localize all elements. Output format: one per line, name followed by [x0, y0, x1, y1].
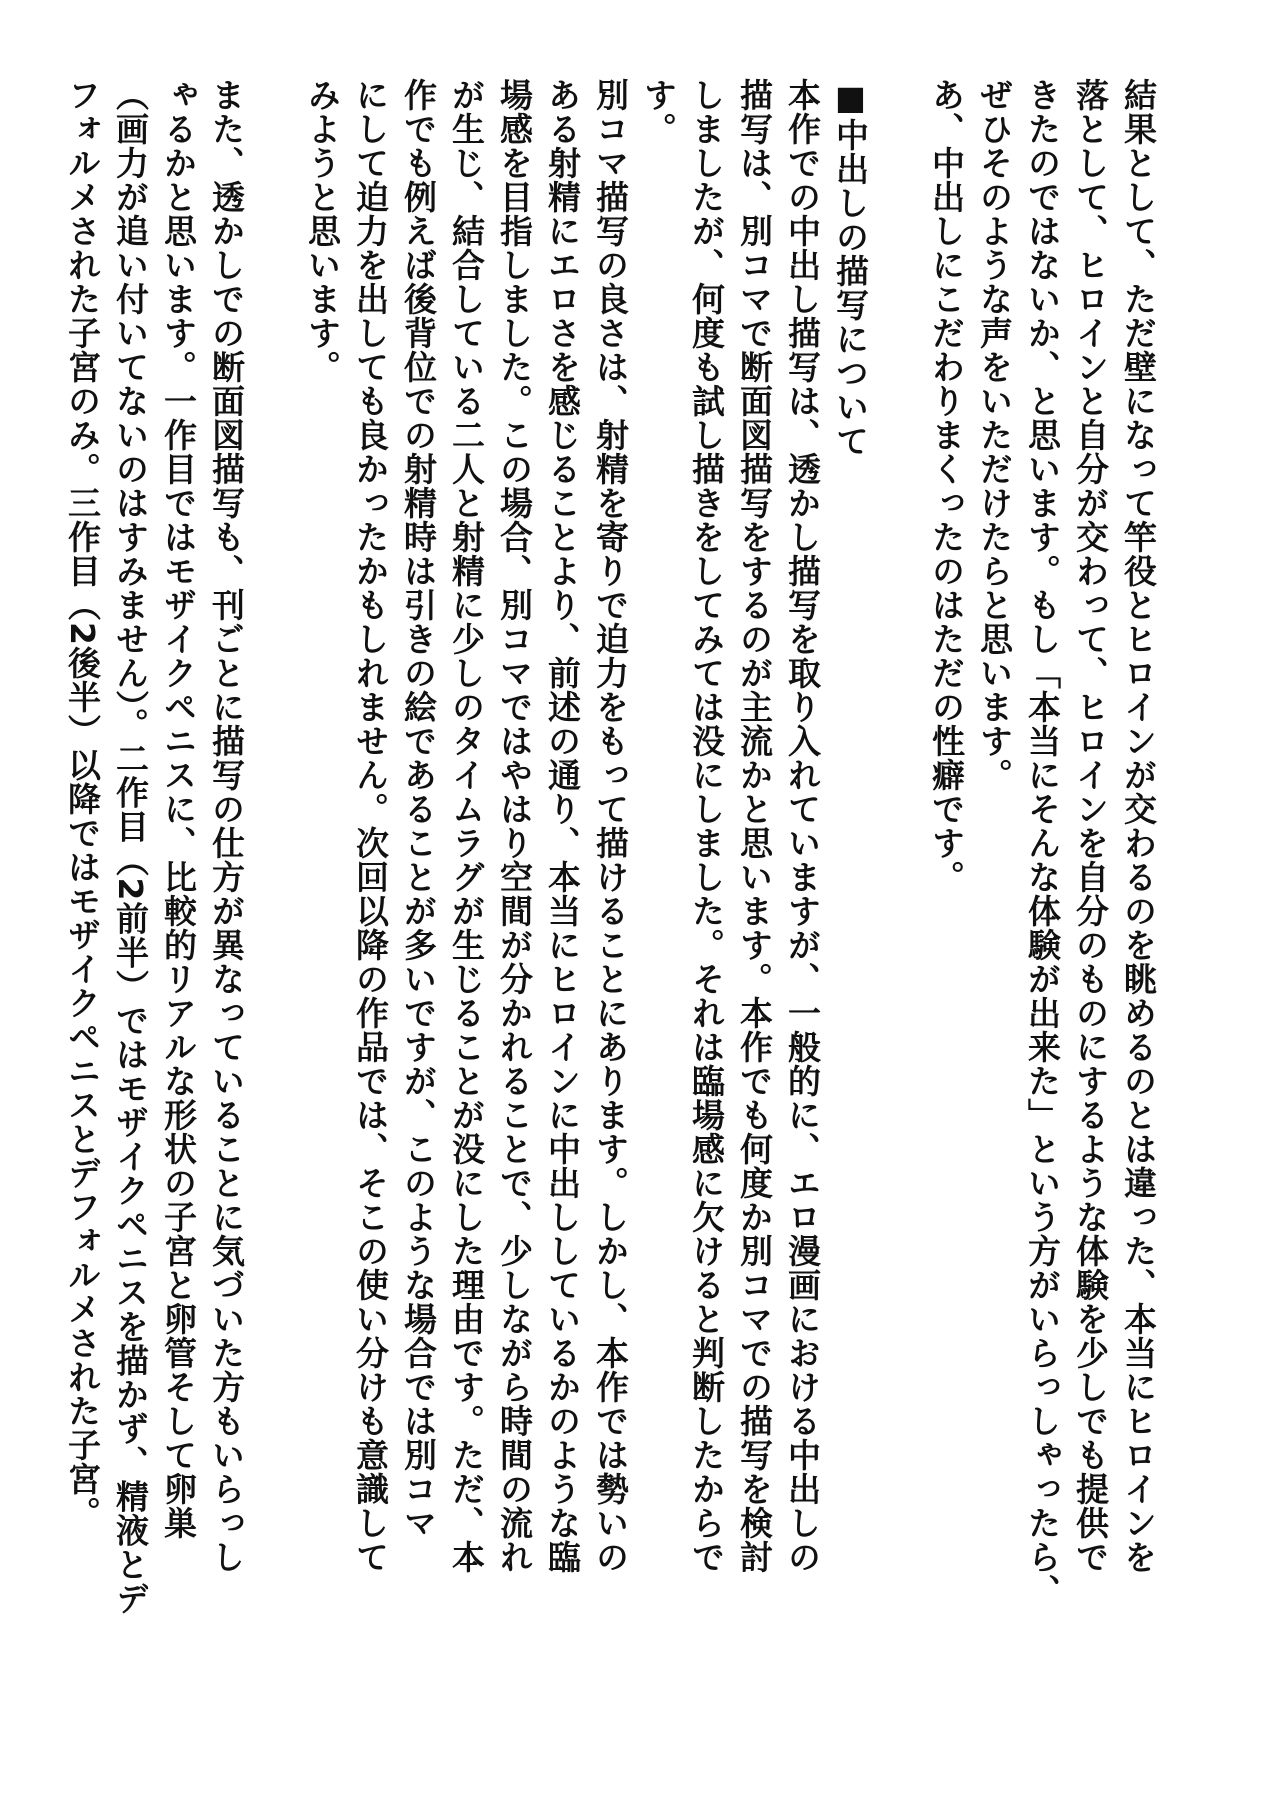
paragraph-3 — [58, 78, 250, 1738]
text-line: 作でも例えば後背位での射精時は引きの絵であることが多いですが、このような場合では別コマ — [399, 78, 438, 1540]
paragraph-gap — [874, 78, 922, 1738]
text-line: フォルメされた子宮のみ。三作目（2後半）以降ではモザイクペニスとデフォルメされた子宮。 — [63, 78, 102, 1530]
text-line: しましたが、何度も試し描きをしてみては没にしました。それは臨場感に欠けると判断したからで — [687, 78, 726, 1574]
text-line: 場感を目指しました。この場合、別コマではやはり空間が分かれることで、少しながら時間の流れ — [495, 78, 534, 1574]
text-line: 落として、ヒロインと自分が交わって、ヒロインを自分のものにするような体験を少しでも提供で — [1071, 78, 1110, 1574]
text-line: また、透かしでの断面図描写も、刊ごとに描写の仕方が異なっていることに気づいた方もいらっし — [207, 78, 246, 1574]
text-line: す。 — [639, 78, 678, 146]
text-line: 別コマ描写の良さは、射精を寄りで迫力をもって描けることにあります。しかし、本作では勢いの — [591, 78, 630, 1574]
text-line: きたのではないか、と思います。もし「本当にそんな体験が出来た」という方がいらっしゃったら、 — [1023, 78, 1062, 1608]
text-line: 本作での中出し描写は、透かし描写を取り入れていますが、一般的に、エロ漫画における中出しの — [783, 78, 822, 1574]
text-line: 結果として、ただ壁になって竿役とヒロインが交わるのを眺めるのとは違った、本当にヒロインを — [1119, 78, 1158, 1574]
text-line: 描写は、別コマで断面図描写をするのが主流かと思います。本作でも何度か別コマでの描写を検討 — [735, 78, 774, 1574]
vertical-text-body — [58, 78, 1162, 1738]
text-line: にして迫力を出しても良かったかもしれません。次回以降の作品では、そこの使い分けも意識して — [351, 78, 390, 1574]
paragraph-gap — [250, 78, 298, 1738]
paragraph-2 — [298, 78, 874, 1738]
text-line: （画力が追い付いてないのはすみません）。二作目（2前半）ではモザイクペニスを描かず、精液とデ — [111, 78, 150, 1616]
section-heading: ■中出しの描写について — [831, 78, 870, 458]
text-line: ある射精にエロさを感じることより、前述の通り、本当にヒロインに中出ししているかのような臨 — [543, 78, 582, 1574]
text-line: が生じ、結合している二人と射精に少しのタイムラグが生じることが没にした理由です。ただ、本 — [447, 78, 486, 1574]
text-line: ゃるかと思います。一作目ではモザイクペニスに、比較的リアルな形状の子宮と卵管そして卵巣 — [159, 78, 198, 1540]
text-line: みようと思います。 — [303, 78, 342, 384]
paragraph-1 — [922, 78, 1162, 1738]
text-line: ぜひそのような声をいただけたらと思います。 — [975, 78, 1014, 792]
text-line: あ、中出しにこだわりまくったのはただの性癖です。 — [927, 78, 966, 894]
